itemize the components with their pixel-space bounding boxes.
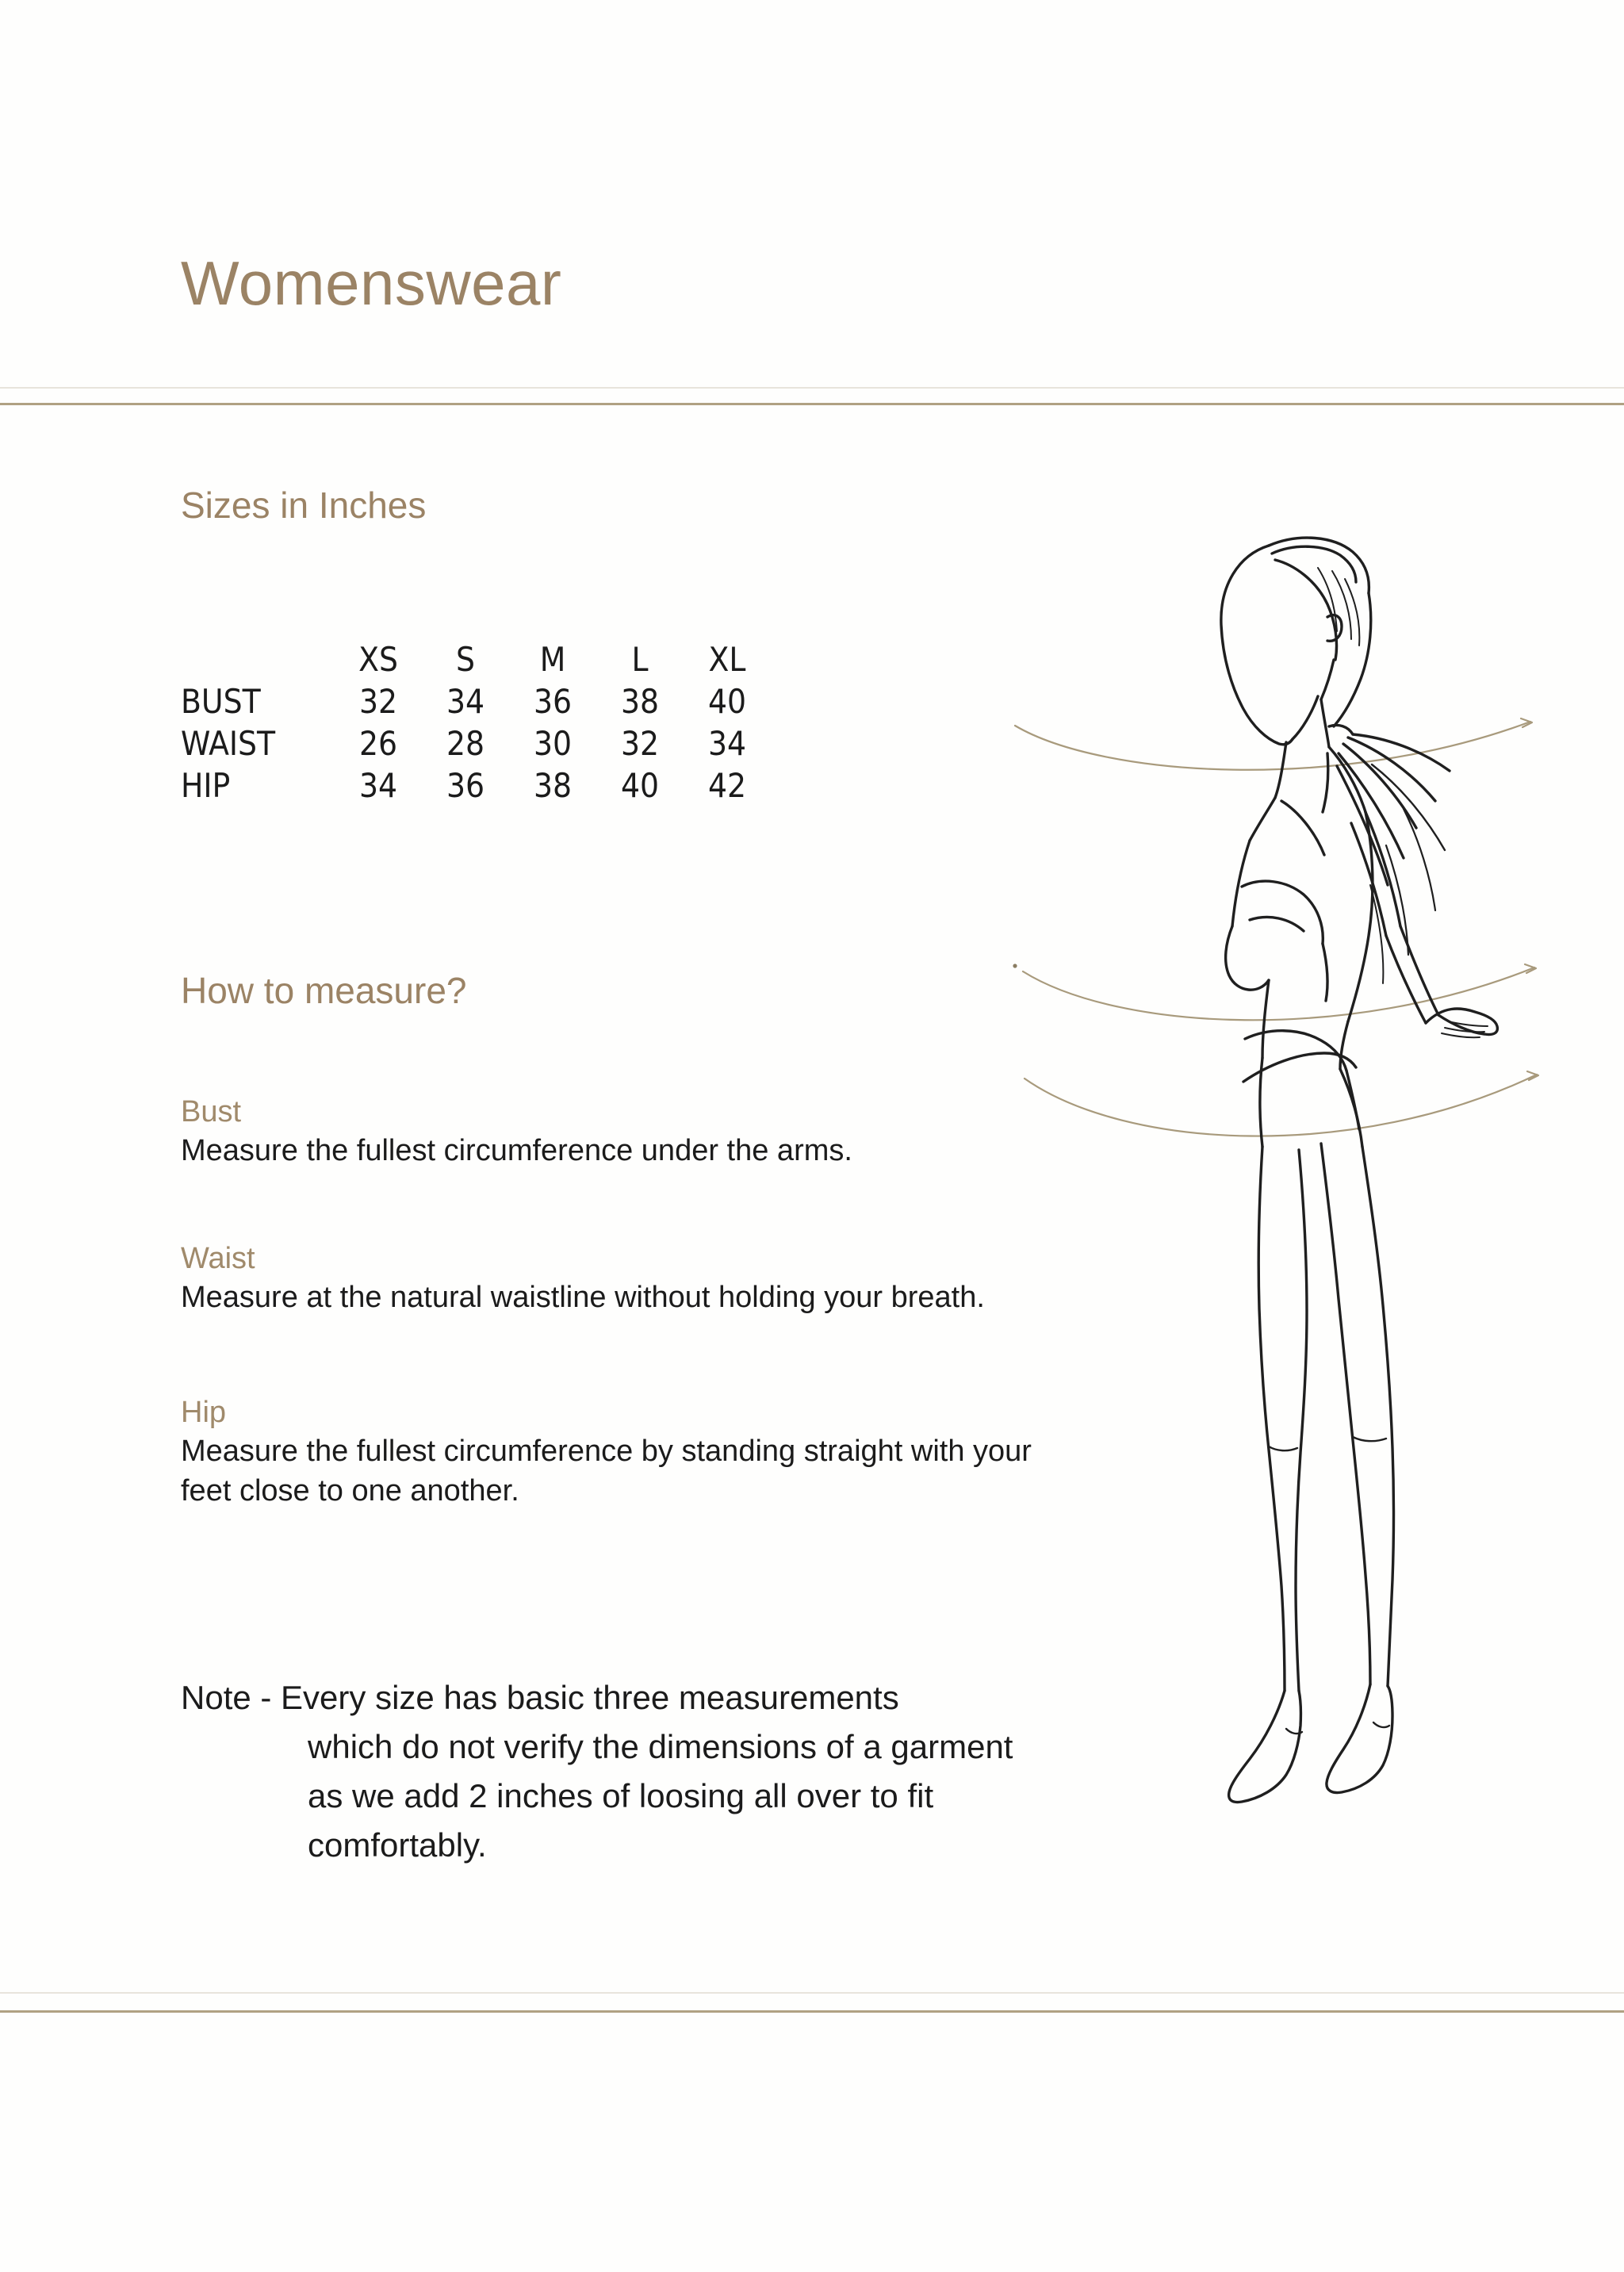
size-chart-table xyxy=(181,638,771,807)
cell-bust-xs: 32 xyxy=(358,682,398,721)
figure-feet xyxy=(1229,1684,1392,1803)
sizes-section-heading: Sizes in Inches xyxy=(181,485,427,526)
waist-guide-dot xyxy=(1013,964,1017,967)
bust-curve xyxy=(1226,926,1269,990)
waist-guide-curve xyxy=(1023,967,1534,1020)
cell-bust-m: 36 xyxy=(533,682,573,721)
shoulder-front xyxy=(1250,798,1275,841)
table-row xyxy=(181,722,771,764)
note-line-2: which do not verify the dimensions of a garment xyxy=(308,1728,1013,1765)
left-foot xyxy=(1229,1691,1301,1803)
measure-label-waist: Waist xyxy=(181,1242,255,1275)
figure-legs xyxy=(1258,1144,1393,1691)
table-corner-cell xyxy=(181,638,335,680)
footer-divider xyxy=(0,2010,1624,2013)
left-knee-hint xyxy=(1269,1446,1297,1450)
header-divider-faint xyxy=(0,387,1624,389)
jaw-chin-line xyxy=(1293,696,1318,739)
hair-crown xyxy=(1269,538,1369,593)
cell-bust-xl: 40 xyxy=(707,682,747,721)
footer-divider-faint xyxy=(0,1992,1624,1994)
row-label-waist: WAIST xyxy=(181,724,276,763)
row-label-bust: BUST xyxy=(181,682,261,721)
measure-section-heading: How to measure? xyxy=(181,970,467,1011)
hair-back-mass xyxy=(1334,593,1371,726)
ponytail-tip-1 xyxy=(1404,809,1435,910)
column-header-l: L xyxy=(631,640,649,679)
column-header-xs: XS xyxy=(358,640,398,679)
neck-back xyxy=(1321,699,1329,747)
cell-waist-l: 32 xyxy=(620,724,660,763)
right-foot xyxy=(1327,1684,1392,1793)
right-ankle-line xyxy=(1373,1722,1389,1727)
arm-upper-front xyxy=(1351,823,1386,936)
cell-hip-xl: 42 xyxy=(707,766,747,805)
top-cup-line xyxy=(1242,881,1323,944)
measure-description-waist: Measure at the natural waistline without holding your breath. xyxy=(181,1281,985,1314)
figure-head xyxy=(1221,538,1371,745)
note-line-4: comfortably. xyxy=(308,1826,487,1864)
measure-label-bust: Bust xyxy=(181,1095,242,1128)
right-leg-front xyxy=(1321,1144,1370,1684)
cell-bust-l: 38 xyxy=(620,682,660,721)
croquis-illustration xyxy=(1007,492,1562,1951)
note-line-3: as we add 2 inches of loosing all over to fit xyxy=(308,1777,934,1814)
top-strap-shoulder xyxy=(1281,801,1324,855)
cell-waist-s: 28 xyxy=(446,724,485,763)
cell-waist-m: 30 xyxy=(533,724,573,763)
cell-hip-m: 38 xyxy=(533,766,573,805)
measure-item-waist xyxy=(181,1239,985,1317)
measure-label-hip: Hip xyxy=(181,1396,227,1429)
cell-hip-s: 36 xyxy=(446,766,485,805)
cell-waist-xs: 26 xyxy=(358,724,398,763)
ponytail-tie xyxy=(1329,725,1353,734)
column-header-xl: XL xyxy=(708,640,746,679)
hip-back xyxy=(1340,1069,1362,1147)
bottom-waistband xyxy=(1245,1031,1346,1071)
cell-bust-s: 34 xyxy=(446,682,485,721)
header-divider xyxy=(0,403,1624,405)
table-row xyxy=(181,764,771,807)
cell-hip-xs: 34 xyxy=(358,766,398,805)
ponytail-strand-e xyxy=(1372,764,1445,850)
column-header-s: S xyxy=(456,640,475,679)
left-leg-back xyxy=(1296,1150,1307,1691)
ribcage-front xyxy=(1262,980,1269,1058)
note-line-1: Note - Every size has basic three measurements xyxy=(181,1679,899,1716)
hip-guide-curve xyxy=(1025,1075,1537,1136)
measure-item-hip xyxy=(181,1393,1069,1511)
table-row xyxy=(181,680,771,722)
swimsuit-top xyxy=(1242,753,1328,1001)
top-underband xyxy=(1250,917,1304,931)
finger-line-3 xyxy=(1442,1033,1480,1037)
top-strap-back xyxy=(1323,753,1328,812)
row-label-hip: HIP xyxy=(181,766,231,805)
head-outline xyxy=(1221,546,1293,745)
left-leg-front xyxy=(1258,1147,1285,1691)
cell-waist-xl: 34 xyxy=(707,724,747,763)
measure-description-hip: Measure the fullest circumference by standing straight with your feet close to one another. xyxy=(181,1435,1032,1508)
cell-hip-l: 40 xyxy=(620,766,660,805)
measure-description-bust: Measure the fullest circumference under the arms. xyxy=(181,1134,852,1167)
column-header-m: M xyxy=(539,640,566,679)
hair-side-sweep xyxy=(1275,560,1337,660)
right-knee-hint xyxy=(1353,1437,1386,1441)
bust-guide-curve xyxy=(1015,722,1530,770)
bottom-side xyxy=(1346,1071,1359,1129)
hairline-nape xyxy=(1321,660,1334,699)
top-side-seam xyxy=(1323,944,1327,1001)
table-header-row xyxy=(181,638,771,680)
measure-guide-lines xyxy=(1013,718,1538,1136)
hair-strand-3 xyxy=(1345,579,1359,646)
page-title: Womenswear xyxy=(181,248,562,318)
measure-item-bust xyxy=(181,1093,852,1170)
forearm-front xyxy=(1386,936,1426,1023)
